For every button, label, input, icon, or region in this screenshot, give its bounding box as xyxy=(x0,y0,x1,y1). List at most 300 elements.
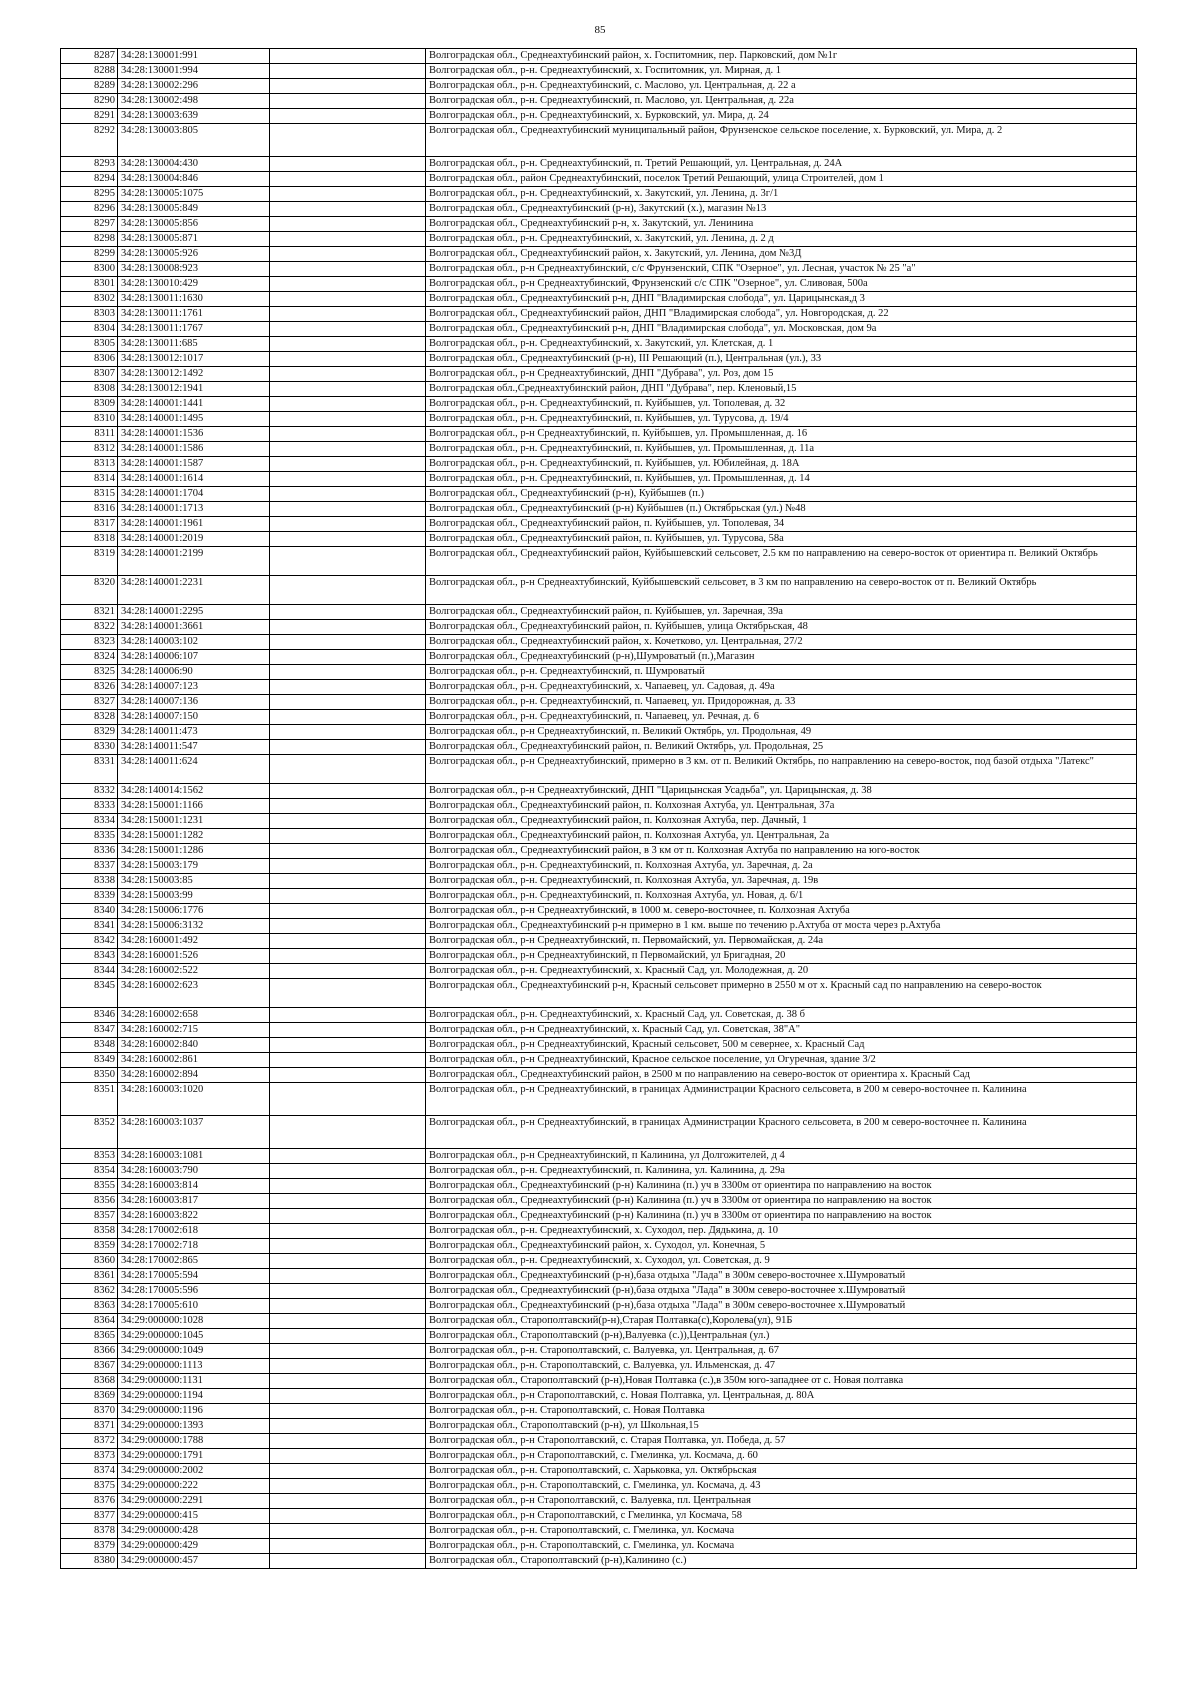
address-cell: Волгоградская обл., Среднеахтубинский (р-н) Куйбышев (п.) Октябрьская (ул.) №48 xyxy=(426,502,1137,517)
row-number-cell: 8343 xyxy=(61,949,118,964)
address-cell: Волгоградская обл., р-н. Среднеахтубинский, х. Закутский, ул. Ленина, д. 3г/1 xyxy=(426,187,1137,202)
row-number-cell: 8354 xyxy=(61,1164,118,1179)
address-cell: Волгоградская обл., р-н. Среднеахтубинский, п. Куйбышев, ул. Промышленная, д. 11а xyxy=(426,442,1137,457)
address-cell: Волгоградская обл., Среднеахтубинский муниципальный район, Фрунзенское сельское поселение, х. Бурковский, ул. Мира, д. 2 xyxy=(426,124,1137,157)
table-row xyxy=(61,1194,1137,1209)
cadastral-number-cell: 34:28:140011:624 xyxy=(118,755,270,784)
empty-cell xyxy=(270,979,426,1008)
row-number-cell: 8363 xyxy=(61,1299,118,1314)
row-number-cell: 8291 xyxy=(61,109,118,124)
cadastral-number-cell: 34:28:170005:596 xyxy=(118,1284,270,1299)
address-cell: Волгоградская обл., Среднеахтубинский район, х. Суходол, ул. Конечная, 5 xyxy=(426,1239,1137,1254)
address-cell: Волгоградская обл., р-н. Старополтавский, с. Валуевка, ул. Ильменская, д. 47 xyxy=(426,1359,1137,1374)
cadastral-number-cell: 34:28:150001:1286 xyxy=(118,844,270,859)
table-row xyxy=(61,874,1137,889)
cadastral-number-cell: 34:28:150001:1166 xyxy=(118,799,270,814)
empty-cell xyxy=(270,472,426,487)
address-cell: Волгоградская обл., р-н Среднеахтубинский, Красное сельское поселение, ул Огуречная, здание 3/2 xyxy=(426,1053,1137,1068)
row-number-cell: 8297 xyxy=(61,217,118,232)
address-cell: Волгоградская обл., Среднеахтубинский район, п. Колхозная Ахтуба, ул. Центральная, 37а xyxy=(426,799,1137,814)
table-row xyxy=(61,1254,1137,1269)
table-row xyxy=(61,64,1137,79)
address-cell: Волгоградская обл., Среднеахтубинский р-н примерно в 1 км. выше по течению р.Ахтуба от моста через р.Ахтуба xyxy=(426,919,1137,934)
cadastral-number-cell: 34:28:160001:526 xyxy=(118,949,270,964)
cadastral-number-cell: 34:29:000000:1393 xyxy=(118,1419,270,1434)
table-row xyxy=(61,1314,1137,1329)
row-number-cell: 8349 xyxy=(61,1053,118,1068)
table-row xyxy=(61,979,1137,1008)
row-number-cell: 8290 xyxy=(61,94,118,109)
address-cell: Волгоградская обл., Старополтавский (р-н),Новая Полтавка (с.),в 350м юго-западнее от с. Новая полтавка xyxy=(426,1374,1137,1389)
table-row xyxy=(61,934,1137,949)
cadastral-number-cell: 34:28:130002:498 xyxy=(118,94,270,109)
address-cell: Волгоградская обл., р-н. Среднеахтубинский, п. Шумроватый xyxy=(426,665,1137,680)
table-row xyxy=(61,1389,1137,1404)
empty-cell xyxy=(270,1209,426,1224)
row-number-cell: 8358 xyxy=(61,1224,118,1239)
cadastral-number-cell: 34:28:140001:1586 xyxy=(118,442,270,457)
row-number-cell: 8332 xyxy=(61,784,118,799)
cadastral-number-cell: 34:28:170005:594 xyxy=(118,1269,270,1284)
table-row xyxy=(61,904,1137,919)
empty-cell xyxy=(270,292,426,307)
address-cell: Волгоградская обл., Среднеахтубинский (р-н) Калинина (п.) уч в 3300м от ориентира по направлению на восток xyxy=(426,1194,1137,1209)
table-row xyxy=(61,109,1137,124)
table-row xyxy=(61,457,1137,472)
cadastral-number-cell: 34:28:130011:1767 xyxy=(118,322,270,337)
cadastral-number-cell: 34:29:000000:1791 xyxy=(118,1449,270,1464)
address-cell: Волгоградская обл., Среднеахтубинский район, п. Куйбышев, ул. Тополевая, 34 xyxy=(426,517,1137,532)
row-number-cell: 8368 xyxy=(61,1374,118,1389)
cadastral-number-cell: 34:28:130005:849 xyxy=(118,202,270,217)
table-row xyxy=(61,79,1137,94)
table-row xyxy=(61,1524,1137,1539)
page-number: 85 xyxy=(594,24,606,36)
row-number-cell: 8357 xyxy=(61,1209,118,1224)
empty-cell xyxy=(270,397,426,412)
empty-cell xyxy=(270,1464,426,1479)
table-row xyxy=(61,784,1137,799)
cadastral-number-cell: 34:28:160002:840 xyxy=(118,1038,270,1053)
table-row xyxy=(61,1149,1137,1164)
table-row xyxy=(61,1374,1137,1389)
row-number-cell: 8301 xyxy=(61,277,118,292)
empty-cell xyxy=(270,337,426,352)
table-row xyxy=(61,94,1137,109)
address-cell: Волгоградская обл., Среднеахтубинский (р-н),база отдыха "Лада" в 300м северо-восточнее х.Шумроватый xyxy=(426,1299,1137,1314)
row-number-cell: 8360 xyxy=(61,1254,118,1269)
cadastral-number-cell: 34:29:000000:429 xyxy=(118,1539,270,1554)
row-number-cell: 8310 xyxy=(61,412,118,427)
empty-cell xyxy=(270,1068,426,1083)
empty-cell xyxy=(270,1449,426,1464)
empty-cell xyxy=(270,889,426,904)
cadastral-number-cell: 34:29:000000:2002 xyxy=(118,1464,270,1479)
row-number-cell: 8334 xyxy=(61,814,118,829)
row-number-cell: 8353 xyxy=(61,1149,118,1164)
table-row xyxy=(61,949,1137,964)
row-number-cell: 8318 xyxy=(61,532,118,547)
address-cell: Волгоградская обл., р-н Среднеахтубинский, п. Первомайский, ул. Первомайская, д. 24а xyxy=(426,934,1137,949)
table-row xyxy=(61,292,1137,307)
table-row xyxy=(61,605,1137,620)
cadastral-number-cell: 34:28:150001:1231 xyxy=(118,814,270,829)
empty-cell xyxy=(270,262,426,277)
table-row xyxy=(61,1284,1137,1299)
empty-cell xyxy=(270,322,426,337)
table-row xyxy=(61,829,1137,844)
table-row xyxy=(61,1299,1137,1314)
empty-cell xyxy=(270,1524,426,1539)
address-cell: Волгоградская обл., Среднеахтубинский район, в 2500 м по направлению на северо-восток от ориентира х. Красный Сад xyxy=(426,1068,1137,1083)
row-number-cell: 8321 xyxy=(61,605,118,620)
address-cell: Волгоградская обл., Среднеахтубинский район, п. Колхозная Ахтуба, ул. Центральная, 2а xyxy=(426,829,1137,844)
address-cell: Волгоградская обл., р-н. Среднеахтубинский, х. Закутский, ул. Клетская, д. 1 xyxy=(426,337,1137,352)
empty-cell xyxy=(270,1164,426,1179)
table-row xyxy=(61,124,1137,157)
table-row xyxy=(61,442,1137,457)
address-cell: Волгоградская обл., р-н Среднеахтубинский, п. Куйбышев, ул. Промышленная, д. 16 xyxy=(426,427,1137,442)
address-cell: Волгоградская обл., р-н. Среднеахтубинский, с. Маслово, ул. Центральная, д. 22 а xyxy=(426,79,1137,94)
table-row xyxy=(61,172,1137,187)
row-number-cell: 8369 xyxy=(61,1389,118,1404)
empty-cell xyxy=(270,1023,426,1038)
table-row xyxy=(61,1023,1137,1038)
empty-cell xyxy=(270,1404,426,1419)
row-number-cell: 8359 xyxy=(61,1239,118,1254)
row-number-cell: 8379 xyxy=(61,1539,118,1554)
table-row xyxy=(61,1509,1137,1524)
table-row xyxy=(61,1419,1137,1434)
row-number-cell: 8299 xyxy=(61,247,118,262)
address-cell: Волгоградская обл., Среднеахтубинский район, п. Колхозная Ахтуба, пер. Дачный, 1 xyxy=(426,814,1137,829)
row-number-cell: 8326 xyxy=(61,680,118,695)
address-cell: Волгоградская обл., Среднеахтубинский (р-н),Шумроватый (п.),Магазин xyxy=(426,650,1137,665)
row-number-cell: 8307 xyxy=(61,367,118,382)
cadastral-number-cell: 34:28:140001:1495 xyxy=(118,412,270,427)
cadastral-number-cell: 34:28:150001:1282 xyxy=(118,829,270,844)
address-cell: Волгоградская обл., р-н. Старополтавский, с. Гмелинка, ул. Космача, д. 43 xyxy=(426,1479,1137,1494)
address-cell: Волгоградская обл., р-н Среднеахтубинский, п Первомайский, ул Бригадная, 20 xyxy=(426,949,1137,964)
cadastral-number-cell: 34:28:130008:923 xyxy=(118,262,270,277)
row-number-cell: 8300 xyxy=(61,262,118,277)
row-number-cell: 8302 xyxy=(61,292,118,307)
cadastral-number-cell: 34:29:000000:428 xyxy=(118,1524,270,1539)
table-row xyxy=(61,1449,1137,1464)
empty-cell xyxy=(270,695,426,710)
address-cell: Волгоградская обл., р-н Среднеахтубинский, примерно в 3 км. от п. Великий Октябрь, по направлению на северо-восток, под базой отдыха "Латекс" xyxy=(426,755,1137,784)
table-row xyxy=(61,1329,1137,1344)
cadastral-number-cell: 34:28:140001:1536 xyxy=(118,427,270,442)
cadastral-number-cell: 34:28:130003:805 xyxy=(118,124,270,157)
empty-cell xyxy=(270,1434,426,1449)
empty-cell xyxy=(270,829,426,844)
cadastral-number-cell: 34:29:000000:222 xyxy=(118,1479,270,1494)
address-cell: Волгоградская обл., р-н Среднеахтубинский, Куйбышевский сельсовет, в 3 км по направлению на северо-восток от п. Великий Октябрь xyxy=(426,576,1137,605)
row-number-cell: 8336 xyxy=(61,844,118,859)
address-cell: Волгоградская обл., р-н. Старополтавский, с. Гмелинка, ул. Космача xyxy=(426,1524,1137,1539)
address-cell: Волгоградская обл., р-н Среднеахтубинский, в границах Администрации Красного сельсовета, в 200 м северо-восточнее п. Калинина xyxy=(426,1083,1137,1116)
cadastral-number-cell: 34:28:130005:1075 xyxy=(118,187,270,202)
table-row xyxy=(61,487,1137,502)
row-number-cell: 8303 xyxy=(61,307,118,322)
address-cell: Волгоградская обл., р-н. Среднеахтубинский, п. Чапаевец, ул. Придорожная, д. 33 xyxy=(426,695,1137,710)
address-cell: Волгоградская обл., Старополтавский (р-н), ул Школьная,15 xyxy=(426,1419,1137,1434)
table-row xyxy=(61,710,1137,725)
empty-cell xyxy=(270,382,426,397)
empty-cell xyxy=(270,1194,426,1209)
table-row xyxy=(61,665,1137,680)
table-row xyxy=(61,1164,1137,1179)
cadastral-number-cell: 34:29:000000:1028 xyxy=(118,1314,270,1329)
empty-cell xyxy=(270,79,426,94)
row-number-cell: 8319 xyxy=(61,547,118,576)
cadastral-number-cell: 34:28:150006:1776 xyxy=(118,904,270,919)
address-cell: Волгоградская обл., Среднеахтубинский р-н, Красный сельсовет примерно в 2550 м от х. Красный сад по направлению на северо-восток xyxy=(426,979,1137,1008)
empty-cell xyxy=(270,157,426,172)
address-cell: Волгоградская обл., р-н. Старополтавский, с. Валуевка, ул. Центральная, д. 67 xyxy=(426,1344,1137,1359)
table-row xyxy=(61,799,1137,814)
empty-cell xyxy=(270,1179,426,1194)
empty-cell xyxy=(270,442,426,457)
empty-cell xyxy=(270,934,426,949)
table-row xyxy=(61,1083,1137,1116)
table-row xyxy=(61,532,1137,547)
cadastral-number-cell: 34:28:140007:150 xyxy=(118,710,270,725)
address-cell: Волгоградская обл., р-н Среднеахтубинский, х. Красный Сад, ул. Советская, 38"А" xyxy=(426,1023,1137,1038)
empty-cell xyxy=(270,620,426,635)
address-cell: Волгоградская обл., р-н. Среднеахтубинский, х. Красный Сад, ул. Молодежная, д. 20 xyxy=(426,964,1137,979)
cadastral-number-cell: 34:28:170005:610 xyxy=(118,1299,270,1314)
cadastral-number-cell: 34:28:140003:102 xyxy=(118,635,270,650)
empty-cell xyxy=(270,1374,426,1389)
address-cell: Волгоградская обл., р-н. Среднеахтубинский, х. Закутский, ул. Ленина, д. 2 д xyxy=(426,232,1137,247)
empty-cell xyxy=(270,904,426,919)
empty-cell xyxy=(270,635,426,650)
row-number-cell: 8373 xyxy=(61,1449,118,1464)
cadastral-number-cell: 34:29:000000:1049 xyxy=(118,1344,270,1359)
empty-cell xyxy=(270,1008,426,1023)
empty-cell xyxy=(270,352,426,367)
row-number-cell: 8367 xyxy=(61,1359,118,1374)
row-number-cell: 8361 xyxy=(61,1269,118,1284)
address-cell: Волгоградская обл., р-н Среднеахтубинский, п Калинина, ул Долгожителей, д 4 xyxy=(426,1149,1137,1164)
table-row xyxy=(61,427,1137,442)
cadastral-number-cell: 34:28:130001:994 xyxy=(118,64,270,79)
empty-cell xyxy=(270,919,426,934)
row-number-cell: 8355 xyxy=(61,1179,118,1194)
cadastral-number-cell: 34:28:150003:99 xyxy=(118,889,270,904)
cadastral-number-cell: 34:28:160002:715 xyxy=(118,1023,270,1038)
cadastral-number-cell: 34:28:130010:429 xyxy=(118,277,270,292)
row-number-cell: 8365 xyxy=(61,1329,118,1344)
address-cell: Волгоградская обл., р-н. Среднеахтубинский, п. Третий Решающий, ул. Центральная, д. 24А xyxy=(426,157,1137,172)
row-number-cell: 8371 xyxy=(61,1419,118,1434)
address-cell: Волгоградская обл.,Среднеахтубинский район, ДНП "Дубрава", пер. Кленовый,15 xyxy=(426,382,1137,397)
empty-cell xyxy=(270,1299,426,1314)
cadastral-number-cell: 34:28:140006:90 xyxy=(118,665,270,680)
cadastral-number-cell: 34:28:140001:1704 xyxy=(118,487,270,502)
table-row xyxy=(61,844,1137,859)
cadastral-number-cell: 34:28:160003:1081 xyxy=(118,1149,270,1164)
address-cell: Волгоградская обл., р-н. Среднеахтубинский, п. Маслово, ул. Центральная, д. 22а xyxy=(426,94,1137,109)
table-row xyxy=(61,680,1137,695)
empty-cell xyxy=(270,844,426,859)
table-row xyxy=(61,1224,1137,1239)
empty-cell xyxy=(270,576,426,605)
row-number-cell: 8364 xyxy=(61,1314,118,1329)
row-number-cell: 8330 xyxy=(61,740,118,755)
address-cell: Волгоградская обл., Среднеахтубинский (р-н) Калинина (п.) уч в 3300м от ориентира по направлению на восток xyxy=(426,1209,1137,1224)
empty-cell xyxy=(270,1224,426,1239)
address-cell: Волгоградская обл., р-н. Среднеахтубинский, п. Колхозная Ахтуба, ул. Новая, д. 6/1 xyxy=(426,889,1137,904)
cadastral-number-cell: 34:28:160002:861 xyxy=(118,1053,270,1068)
address-cell: Волгоградская обл., Среднеахтубинский район, х. Госпитомник, пер. Парковский, дом №1г xyxy=(426,49,1137,64)
row-number-cell: 8338 xyxy=(61,874,118,889)
cadastral-number-cell: 34:28:140001:1614 xyxy=(118,472,270,487)
address-cell: Волгоградская обл., р-н. Среднеахтубинский, п. Куйбышев, ул. Юбилейная, д. 18А xyxy=(426,457,1137,472)
empty-cell xyxy=(270,427,426,442)
row-number-cell: 8320 xyxy=(61,576,118,605)
address-cell: Волгоградская обл., Среднеахтубинский район, Куйбышевский сельсовет, 2.5 км по направлению на северо-восток от ориентира п. Великий Октябрь xyxy=(426,547,1137,576)
table-row xyxy=(61,367,1137,382)
cadastral-number-cell: 34:28:140001:2231 xyxy=(118,576,270,605)
table-row xyxy=(61,1554,1137,1569)
address-cell: Волгоградская обл., Среднеахтубинский (р-н) Калинина (п.) уч в 3300м от ориентира по направлению на восток xyxy=(426,1179,1137,1194)
row-number-cell: 8328 xyxy=(61,710,118,725)
row-number-cell: 8342 xyxy=(61,934,118,949)
table-row xyxy=(61,307,1137,322)
address-cell: Волгоградская обл., Среднеахтубинский р-н, х. Закутский, ул. Ленинина xyxy=(426,217,1137,232)
row-number-cell: 8311 xyxy=(61,427,118,442)
row-number-cell: 8344 xyxy=(61,964,118,979)
address-cell: Волгоградская обл., р-н Старополтавский, с. Валуевка, пл. Центральная xyxy=(426,1494,1137,1509)
empty-cell xyxy=(270,547,426,576)
empty-cell xyxy=(270,487,426,502)
empty-cell xyxy=(270,1239,426,1254)
table-row xyxy=(61,576,1137,605)
table-row xyxy=(61,187,1137,202)
row-number-cell: 8298 xyxy=(61,232,118,247)
empty-cell xyxy=(270,1254,426,1269)
table-row xyxy=(61,502,1137,517)
table-row xyxy=(61,1269,1137,1284)
cadastral-number-cell: 34:28:130012:1017 xyxy=(118,352,270,367)
empty-cell xyxy=(270,277,426,292)
cadastral-number-cell: 34:28:140001:1587 xyxy=(118,457,270,472)
address-cell: Волгоградская обл., р-н Среднеахтубинский, ДНП "Царицынская Усадьба", ул. Царицынская, д. 38 xyxy=(426,784,1137,799)
empty-cell xyxy=(270,1554,426,1569)
address-cell: Волгоградская обл., р-н. Среднеахтубинский, п. Колхозная Ахтуба, ул. Заречная, д. 19в xyxy=(426,874,1137,889)
table-row xyxy=(61,217,1137,232)
address-cell: Волгоградская обл., р-н. Среднеахтубинский, х. Бурковский, ул. Мира, д. 24 xyxy=(426,109,1137,124)
cadastral-number-cell: 34:28:160001:492 xyxy=(118,934,270,949)
row-number-cell: 8341 xyxy=(61,919,118,934)
address-cell: Волгоградская обл., Среднеахтубинский район, х. Кочетково, ул. Центральная, 27/2 xyxy=(426,635,1137,650)
empty-cell xyxy=(270,367,426,382)
table-row xyxy=(61,964,1137,979)
cadastral-number-cell: 34:28:130005:926 xyxy=(118,247,270,262)
cadastral-number-cell: 34:28:140001:3661 xyxy=(118,620,270,635)
table-row xyxy=(61,740,1137,755)
empty-cell xyxy=(270,502,426,517)
empty-cell xyxy=(270,1419,426,1434)
address-cell: Волгоградская обл., Среднеахтубинский район, п. Куйбышев, ул. Заречная, 39а xyxy=(426,605,1137,620)
row-number-cell: 8294 xyxy=(61,172,118,187)
row-number-cell: 8325 xyxy=(61,665,118,680)
table-row xyxy=(61,635,1137,650)
empty-cell xyxy=(270,1509,426,1524)
address-cell: Волгоградская обл., Среднеахтубинский район, п. Великий Октябрь, ул. Продольная, 25 xyxy=(426,740,1137,755)
empty-cell xyxy=(270,1314,426,1329)
row-number-cell: 8348 xyxy=(61,1038,118,1053)
table-row xyxy=(61,547,1137,576)
registry-table xyxy=(60,48,1137,1569)
empty-cell xyxy=(270,172,426,187)
empty-cell xyxy=(270,725,426,740)
address-cell: Волгоградская обл., р-н. Старополтавский, с. Гмелинка, ул. Космача xyxy=(426,1539,1137,1554)
empty-cell xyxy=(270,457,426,472)
empty-cell xyxy=(270,814,426,829)
empty-cell xyxy=(270,949,426,964)
row-number-cell: 8323 xyxy=(61,635,118,650)
table-row xyxy=(61,232,1137,247)
cadastral-number-cell: 34:28:160003:814 xyxy=(118,1179,270,1194)
empty-cell xyxy=(270,217,426,232)
cadastral-number-cell: 34:28:140011:473 xyxy=(118,725,270,740)
address-cell: Волгоградская обл., р-н Среднеахтубинский, Фрунзенский с/с СПК "Озерное", ул. Сливовая, 500а xyxy=(426,277,1137,292)
address-cell: Волгоградская обл., Среднеахтубинский (р-н), Куйбышев (п.) xyxy=(426,487,1137,502)
empty-cell xyxy=(270,799,426,814)
row-number-cell: 8312 xyxy=(61,442,118,457)
table-row xyxy=(61,1344,1137,1359)
row-number-cell: 8322 xyxy=(61,620,118,635)
row-number-cell: 8378 xyxy=(61,1524,118,1539)
cadastral-number-cell: 34:29:000000:1045 xyxy=(118,1329,270,1344)
address-cell: Волгоградская обл., р-н Среднеахтубинский, в границах Администрации Красного сельсовета, в 200 м северо-восточнее п. Калинина xyxy=(426,1116,1137,1149)
row-number-cell: 8340 xyxy=(61,904,118,919)
cadastral-number-cell: 34:28:140001:1961 xyxy=(118,517,270,532)
cadastral-number-cell: 34:28:130011:1630 xyxy=(118,292,270,307)
table-row xyxy=(61,1038,1137,1053)
table-row xyxy=(61,725,1137,740)
table-row xyxy=(61,1404,1137,1419)
address-cell: Волгоградская обл., р-н Старополтавский, с. Новая Полтавка, ул. Центральная, д. 80А xyxy=(426,1389,1137,1404)
table-row xyxy=(61,1068,1137,1083)
row-number-cell: 8331 xyxy=(61,755,118,784)
empty-cell xyxy=(270,109,426,124)
table-row xyxy=(61,919,1137,934)
cadastral-number-cell: 34:28:160002:623 xyxy=(118,979,270,1008)
address-cell: Волгоградская обл., р-н. Среднеахтубинский, х. Чапаевец, ул. Садовая, д. 49а xyxy=(426,680,1137,695)
table-row xyxy=(61,814,1137,829)
empty-cell xyxy=(270,755,426,784)
empty-cell xyxy=(270,412,426,427)
row-number-cell: 8380 xyxy=(61,1554,118,1569)
address-cell: Волгоградская обл., Среднеахтубинский район, п. Куйбышев, ул. Турусова, 58а xyxy=(426,532,1137,547)
cadastral-number-cell: 34:29:000000:1194 xyxy=(118,1389,270,1404)
empty-cell xyxy=(270,307,426,322)
empty-cell xyxy=(270,1344,426,1359)
cadastral-number-cell: 34:29:000000:1788 xyxy=(118,1434,270,1449)
cadastral-number-cell: 34:29:000000:1113 xyxy=(118,1359,270,1374)
table-row xyxy=(61,517,1137,532)
address-cell: Волгоградская обл., Среднеахтубинский (р-н),база отдыха "Лада" в 300м северо-восточнее х.Шумроватый xyxy=(426,1284,1137,1299)
row-number-cell: 8376 xyxy=(61,1494,118,1509)
empty-cell xyxy=(270,1479,426,1494)
cadastral-number-cell: 34:28:130011:685 xyxy=(118,337,270,352)
cadastral-number-cell: 34:28:150003:85 xyxy=(118,874,270,889)
